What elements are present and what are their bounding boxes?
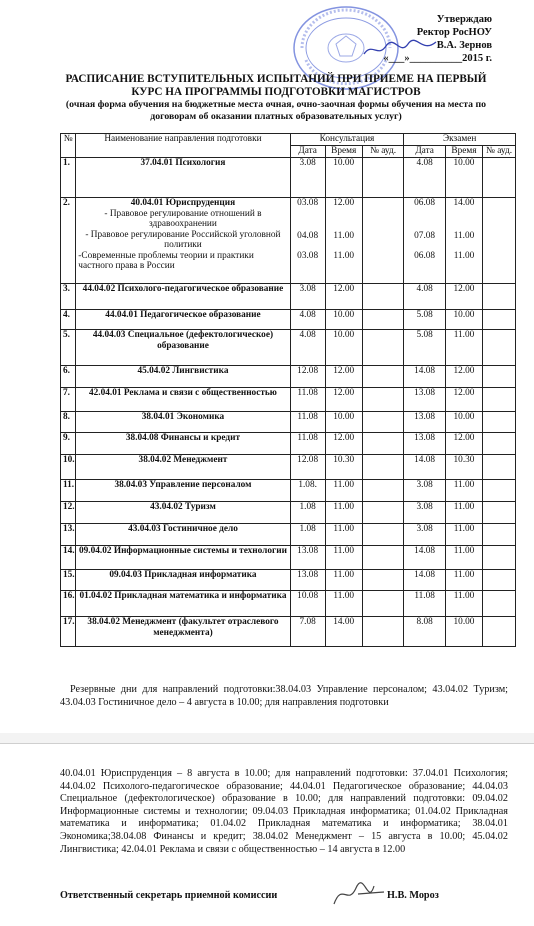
exam-time: 10.00 — [445, 412, 482, 433]
exam-date: 3.08 — [404, 502, 446, 524]
law-e-time-2: 11.00 — [453, 230, 475, 241]
row-num: 5. — [61, 330, 76, 366]
row-program-name: 38.04.02 Менеджмент (факультет отраслевого менеджмента) — [76, 617, 290, 647]
consultation-room — [362, 366, 404, 388]
table-row — [61, 455, 516, 480]
consultation-time: 11.00 — [325, 480, 362, 502]
exam-time: 12.00 — [445, 366, 482, 388]
row-num: 11. — [61, 480, 76, 502]
consultation-time: 10.00 — [325, 412, 362, 433]
exam-room — [483, 591, 516, 617]
exam-date: 3.08 — [404, 524, 446, 546]
consultation-time — [325, 198, 362, 284]
consultation-date: 11.08 — [290, 412, 325, 433]
page-gap — [0, 733, 534, 743]
exam-time: 11.00 — [445, 570, 482, 591]
exam-time: 11.00 — [445, 546, 482, 570]
table-row — [61, 546, 516, 570]
exam-date: 4.08 — [404, 158, 446, 198]
consultation-date: 12.08 — [290, 455, 325, 480]
header-num: № — [61, 134, 76, 158]
consultation-room — [362, 617, 404, 647]
consultation-date: 1.08 — [290, 524, 325, 546]
row-program-name: 45.04.02 Лингвистика — [76, 366, 290, 388]
row-num: 8. — [61, 412, 76, 433]
approval-line-4: «___»__________2015 г. — [383, 53, 492, 64]
consultation-room — [362, 388, 404, 412]
table-row — [61, 524, 516, 546]
table-row — [61, 366, 516, 388]
header-consultation-room: № ауд. — [362, 146, 404, 158]
consultation-date: 3.08 — [290, 284, 325, 310]
row-program-name: 01.04.02 Прикладная математика и информатика — [76, 591, 290, 617]
law-e-date-1: 06.08 — [414, 198, 436, 208]
exam-date: 5.08 — [404, 330, 446, 366]
approval-block — [383, 13, 492, 65]
row-program-name: 42.04.01 Реклама и связи с общественностью — [76, 388, 290, 412]
row-program-name: 38.04.03 Управление персоналом — [76, 480, 290, 502]
consultation-time: 11.00 — [325, 591, 362, 617]
exam-room — [483, 524, 516, 546]
consultation-date: 7.08 — [290, 617, 325, 647]
exam-time: 11.00 — [445, 330, 482, 366]
row-program-name: 43.04.03 Гостиничное дело — [76, 524, 290, 546]
law-e-time-1: 14.00 — [453, 198, 475, 208]
row-num: 2. — [61, 198, 76, 284]
consultation-time: 10.00 — [325, 158, 362, 198]
law-c-time-3: 11.00 — [333, 251, 354, 261]
consultation-time: 11.00 — [325, 546, 362, 570]
exam-room — [483, 388, 516, 412]
consultation-time: 12.00 — [325, 284, 362, 310]
exam-date: 4.08 — [404, 284, 446, 310]
exam-room — [483, 412, 516, 433]
row-program-name: 44.04.01 Педагогическое образование — [76, 310, 290, 330]
table-row — [61, 330, 516, 366]
exam-date: 5.08 — [404, 310, 446, 330]
row-num: 13. — [61, 524, 76, 546]
exam-time: 10.00 — [445, 310, 482, 330]
row-program-name: 09.04.02 Информационные системы и технологии — [76, 546, 290, 570]
exam-room — [483, 284, 516, 310]
exam-time: 12.00 — [445, 388, 482, 412]
consultation-room — [362, 433, 404, 455]
table-row — [61, 617, 516, 647]
consultation-time: 12.00 — [325, 388, 362, 412]
exam-date: 14.08 — [404, 546, 446, 570]
consultation-date: 1.08. — [290, 480, 325, 502]
exam-room — [483, 480, 516, 502]
consultation-room — [362, 310, 404, 330]
exam-date: 13.08 — [404, 412, 446, 433]
law-program-title: 40.04.01 Юриспруденция — [130, 198, 236, 208]
exam-time: 10.00 — [445, 158, 482, 198]
exam-time: 11.00 — [445, 502, 482, 524]
consultation-date: 3.08 — [290, 158, 325, 198]
law-c-time-2: 11.00 — [333, 230, 354, 241]
row-num: 12. — [61, 502, 76, 524]
exam-time: 11.00 — [445, 524, 482, 546]
law-e-date-3: 06.08 — [414, 251, 436, 261]
document-title: РАСПИСАНИЕ ВСТУПИТЕЛЬНЫХ ИСПЫТАНИЙ ПРИ ПРИЕМЕ НА ПЕРВЫЙ КУРС НА ПРОГРАММЫ ПОДГОТОВКИ МАГИСТРОВ — [65, 73, 487, 98]
exam-date: 8.08 — [404, 617, 446, 647]
consultation-time: 10.30 — [325, 455, 362, 480]
consultation-room — [362, 158, 404, 198]
header-exam: Экзамен — [404, 134, 516, 146]
row-program-name: 38.04.02 Менеджмент — [76, 455, 290, 480]
consultation-date: 1.08 — [290, 502, 325, 524]
document-page-2 — [0, 743, 534, 926]
consultation-time: 11.00 — [325, 570, 362, 591]
header-exam-date: Дата — [404, 146, 446, 158]
exam-time: 12.00 — [445, 284, 482, 310]
row-program-name: 43.04.02 Туризм — [76, 502, 290, 524]
law-e-time-3: 11.00 — [453, 251, 475, 261]
secretary-name: Н.В. Мороз — [387, 890, 439, 901]
law-e-date-2: 07.08 — [414, 230, 436, 241]
table-row — [61, 388, 516, 412]
table-row — [61, 412, 516, 433]
reserve-days-note-part-2: 40.04.01 Юриспруденция – 8 августа в 10.00; для направлений подготовки: 37.04.01 Психология; 44.04.02 Психолого-педагогическое образование; 44.04.01 Педагогическое образование; 44.04.03 Специальное (дефектологическое) образование в 10.00; для направлений подготовки: 09.04.02 Информационные системы и технологии; 09.04.03 Прикладная информатика; 01.04.02 Прикладная математика и информатика; 01.04.02 Прикладная математика и информатика; 38.04.01 Экономика;38.04.08 Финансы и кредит; 38.04.02 Менеджмент – 15 августа в 10.00; 45.04.02 Лингвистика; 42.04.01 Реклама и связи с общественностью – 14 августа в 12.00 — [60, 768, 508, 855]
table-row — [61, 158, 516, 198]
row-num: 9. — [61, 433, 76, 455]
row-num: 6. — [61, 366, 76, 388]
exam-date: 13.08 — [404, 388, 446, 412]
consultation-date: 13.08 — [290, 546, 325, 570]
exam-room — [483, 158, 516, 198]
row-program-name: 44.04.03 Специальное (дефектологическое) образование — [76, 330, 290, 366]
exam-time: 11.00 — [445, 480, 482, 502]
header-consultation-date: Дата — [290, 146, 325, 158]
row-num: 4. — [61, 310, 76, 330]
table-row — [61, 310, 516, 330]
exam-date: 14.08 — [404, 570, 446, 591]
exam-date: 11.08 — [404, 591, 446, 617]
exam-room — [483, 617, 516, 647]
approval-line-3: В.А. Зернов — [436, 40, 492, 51]
consultation-time: 10.00 — [325, 330, 362, 366]
row-program-name — [76, 198, 290, 284]
table-row — [61, 284, 516, 310]
law-specialization-1: - Правовое регулирование отношений в здравоохранении — [104, 208, 262, 229]
consultation-room — [362, 284, 404, 310]
consultation-date: 13.08 — [290, 570, 325, 591]
exam-date: 14.08 — [404, 455, 446, 480]
consultation-time: 11.00 — [325, 502, 362, 524]
consultation-time: 11.00 — [325, 524, 362, 546]
row-program-name: 37.04.01 Психология — [76, 158, 290, 198]
consultation-date — [290, 198, 325, 284]
exam-room — [483, 433, 516, 455]
consultation-date: 4.08 — [290, 330, 325, 366]
row-num: 16. — [61, 591, 76, 617]
table-row — [61, 570, 516, 591]
consultation-room — [362, 502, 404, 524]
consultation-room — [362, 546, 404, 570]
law-specialization-3: -Современные проблемы теории и практики частного права в России — [78, 250, 254, 271]
exam-time: 11.00 — [445, 591, 482, 617]
consultation-time: 10.00 — [325, 310, 362, 330]
header-exam-room: № ауд. — [483, 146, 516, 158]
secretary-signature — [328, 876, 388, 912]
consultation-date: 12.08 — [290, 366, 325, 388]
exam-room — [483, 310, 516, 330]
exam-time: 10.00 — [445, 617, 482, 647]
reserve-days-note-part-1: Резервные дни для направлений подготовки:38.04.03 Управление персоналом; 43.04.02 Туризм; 43.04.03 Гостиничное дело – 4 августа в 10.00; для направления подготовки — [60, 684, 508, 708]
consultation-room — [362, 480, 404, 502]
consultation-time: 12.00 — [325, 433, 362, 455]
header-consultation: Консультация — [290, 134, 404, 146]
consultation-room — [362, 330, 404, 366]
law-specialization-2: - Правовое регулирование Российской уголовной политики — [85, 229, 281, 250]
consultation-time: 12.00 — [325, 366, 362, 388]
row-num: 17. — [61, 617, 76, 647]
exam-time — [445, 198, 482, 284]
consultation-time: 14.00 — [325, 617, 362, 647]
exam-room — [483, 198, 516, 284]
row-num: 14. — [61, 546, 76, 570]
row-program-name: 44.04.02 Психолого-педагогическое образование — [76, 284, 290, 310]
row-num: 7. — [61, 388, 76, 412]
consultation-room — [362, 455, 404, 480]
exam-date: 3.08 — [404, 480, 446, 502]
consultation-room — [362, 198, 404, 284]
table-row — [61, 591, 516, 617]
consultation-room — [362, 591, 404, 617]
table-row-law — [61, 198, 516, 284]
row-num: 1. — [61, 158, 76, 198]
law-c-time-1: 12.00 — [333, 198, 355, 208]
consultation-date: 10.08 — [290, 591, 325, 617]
exam-room — [483, 570, 516, 591]
secretary-title: Ответственный секретарь приемной комиссии — [60, 890, 278, 901]
exam-date: 13.08 — [404, 433, 446, 455]
consultation-date: 11.08 — [290, 433, 325, 455]
law-c-date-1: 03.08 — [297, 198, 319, 208]
table-row — [61, 502, 516, 524]
exam-time: 10.30 — [445, 455, 482, 480]
exam-room — [483, 366, 516, 388]
exam-room — [483, 546, 516, 570]
header-name: Наименование направления подготовки — [76, 134, 290, 158]
consultation-room — [362, 570, 404, 591]
consultation-room — [362, 412, 404, 433]
header-consultation-time: Время — [325, 146, 362, 158]
table-row — [61, 433, 516, 455]
schedule-table — [60, 133, 516, 647]
law-c-date-2: 04.08 — [297, 230, 319, 241]
row-num: 10. — [61, 455, 76, 480]
table-row — [61, 480, 516, 502]
row-num: 15. — [61, 570, 76, 591]
consultation-date: 11.08 — [290, 388, 325, 412]
exam-room — [483, 455, 516, 480]
approval-line-2: Ректор РосНОУ — [416, 27, 492, 38]
row-program-name: 09.04.03 Прикладная информатика — [76, 570, 290, 591]
exam-date: 14.08 — [404, 366, 446, 388]
exam-time: 12.00 — [445, 433, 482, 455]
approval-line-1: Утверждаю — [436, 14, 492, 25]
row-program-name: 38.04.01 Экономика — [76, 412, 290, 433]
consultation-date: 4.08 — [290, 310, 325, 330]
header-exam-time: Время — [445, 146, 482, 158]
exam-room — [483, 502, 516, 524]
document-subtitle: (очная форма обучения на бюджетные места очная, очно-заочная формы обучения на места по договорам об оказании платных образовательных услуг) — [65, 99, 487, 122]
law-c-date-3: 03.08 — [297, 251, 319, 261]
consultation-room — [362, 524, 404, 546]
row-program-name: 38.04.08 Финансы и кредит — [76, 433, 290, 455]
exam-room — [483, 330, 516, 366]
exam-date — [404, 198, 446, 284]
row-num: 3. — [61, 284, 76, 310]
